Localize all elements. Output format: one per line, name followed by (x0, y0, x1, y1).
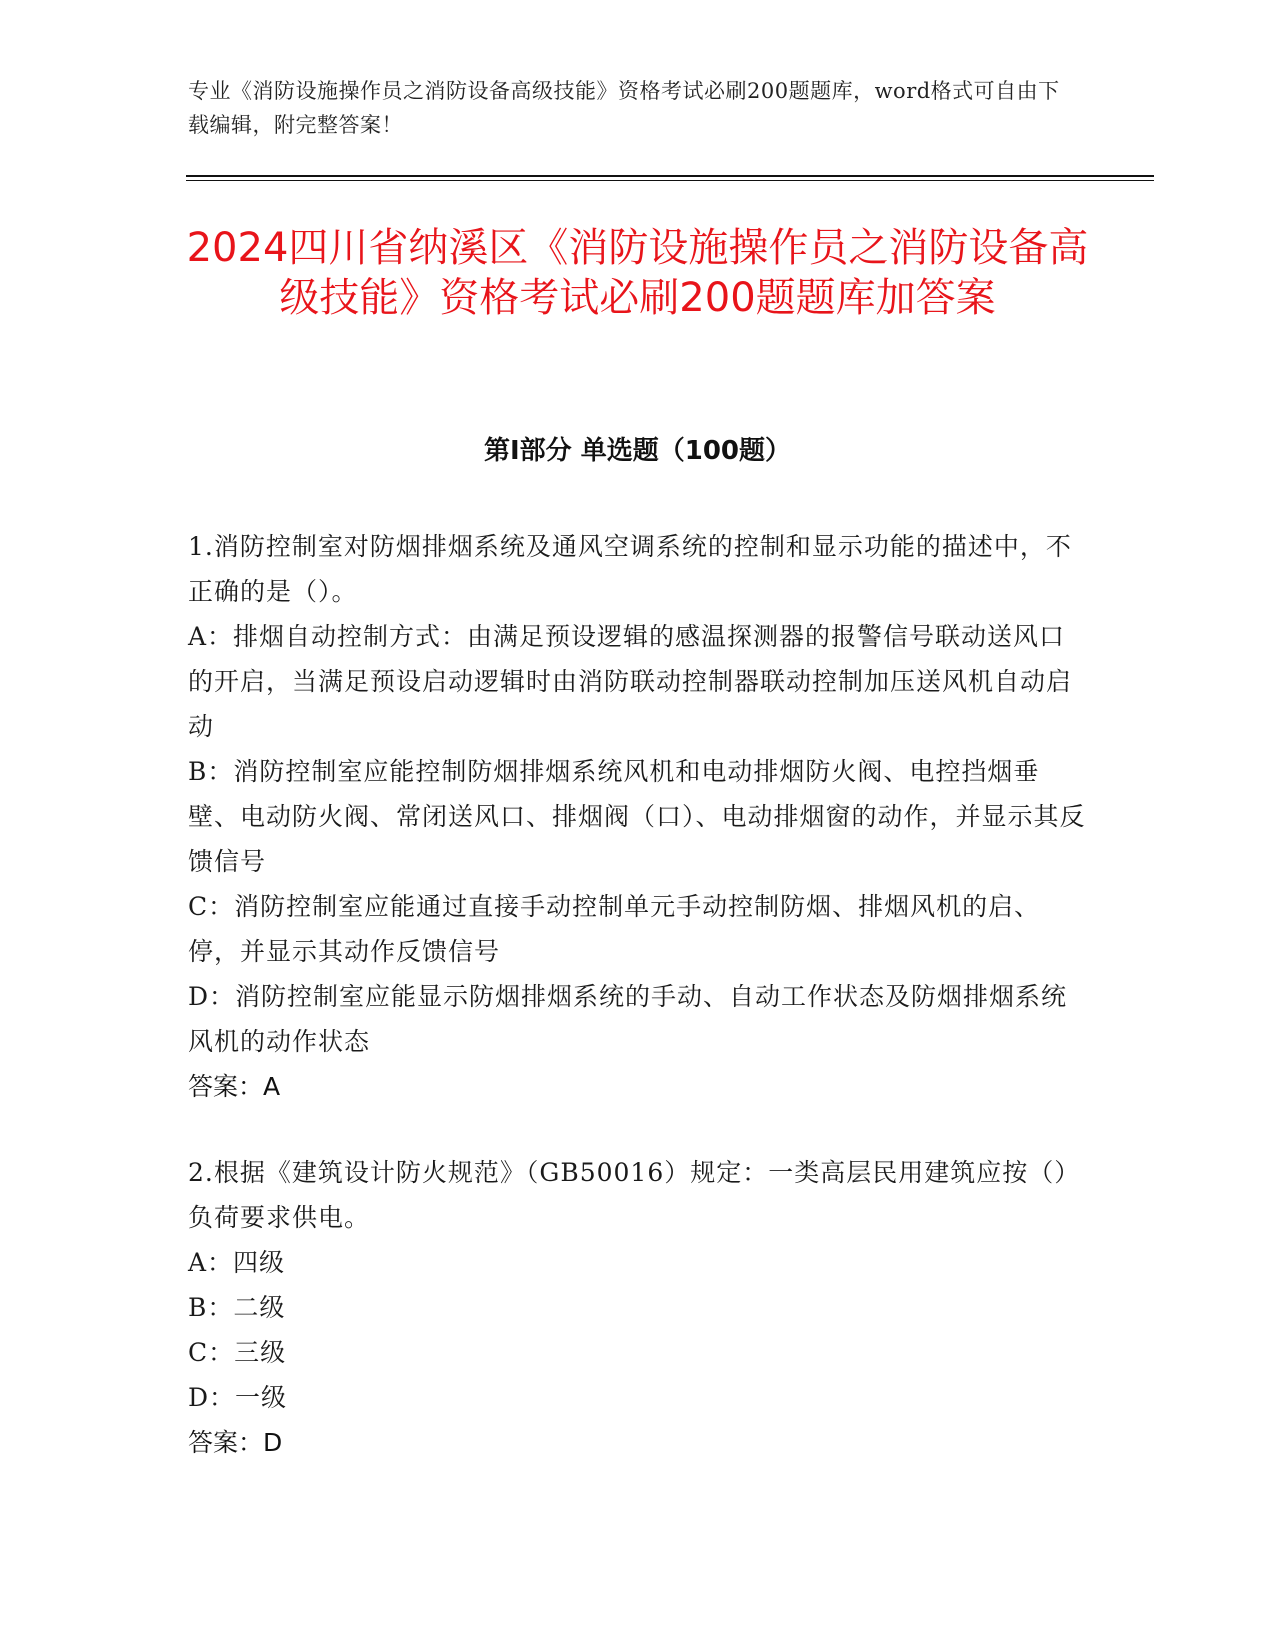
section-heading: 第I部分 单选题（100题） (484, 436, 791, 466)
document-title: 2024四川省纳溪区《消防设施操作员之消防设备高级技能》资格考试必刷200题题库加答案 (186, 225, 1089, 321)
option-b: B：消防控制室应能控制防烟排烟系统风机和电动排烟防火阀、电控挡烟垂壁、电动防火阀、常闭送风口、排烟阀（口）、电动排烟窗的动作，并显示其反馈信号 (188, 757, 1086, 876)
question-1 (188, 524, 1088, 1109)
option-d: D：消防控制室应能显示防烟排烟系统的手动、自动工作状态及防烟排烟系统风机的动作状态 (188, 982, 1068, 1056)
option-c: C：消防控制室应能通过直接手动控制单元手动控制防烟、排烟风机的启、停，并显示其动作反馈信号 (188, 892, 1041, 966)
header-divider-thin (186, 180, 1154, 181)
answer: 答案：D (188, 1428, 283, 1457)
question-2 (188, 1150, 1088, 1465)
option-d: D：一级 (188, 1383, 288, 1412)
header-note: 专业《消防设施操作员之消防设备高级技能》资格考试必刷200题题库，word格式可自由下载编辑，附完整答案！ (188, 79, 1060, 137)
answer: 答案：A (188, 1072, 281, 1101)
option-a: A：四级 (188, 1248, 286, 1277)
header-divider-thick (186, 175, 1154, 177)
option-b: B：二级 (188, 1293, 286, 1322)
question-stem: 2.根据《建筑设计防火规范》（GB50016）规定：一类高层民用建筑应按（）负荷要求供电。 (188, 1158, 1081, 1232)
question-stem: 1.消防控制室对防烟排烟系统及通风空调系统的控制和显示功能的描述中，不正确的是（）。 (188, 532, 1072, 606)
question-list (188, 524, 1088, 1506)
option-a: A：排烟自动控制方式：由满足预设逻辑的感温探测器的报警信号联动送风口的开启，当满足预设启动逻辑时由消防联动控制器联动控制加压送风机自动启动 (188, 622, 1073, 741)
option-c: C：三级 (188, 1338, 287, 1367)
